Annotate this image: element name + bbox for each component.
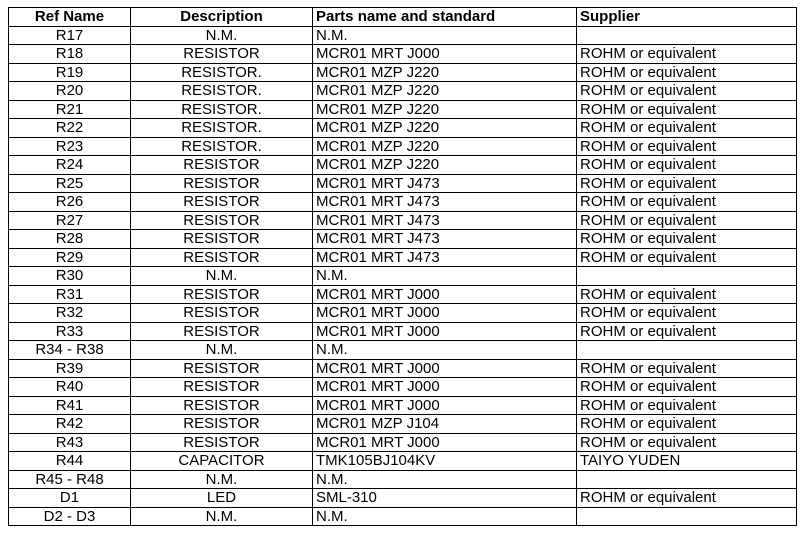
cell-description: RESISTOR	[131, 248, 313, 267]
cell-parts-name: N.M.	[313, 507, 577, 526]
table-row	[9, 137, 797, 156]
cell-ref-name: R17	[9, 26, 131, 45]
table-row	[9, 230, 797, 249]
table-row	[9, 415, 797, 434]
table-row	[9, 156, 797, 175]
cell-ref-name: R24	[9, 156, 131, 175]
cell-supplier: ROHM or equivalent	[577, 304, 797, 323]
cell-supplier: ROHM or equivalent	[577, 230, 797, 249]
cell-ref-name: R43	[9, 433, 131, 452]
cell-description: RESISTOR.	[131, 100, 313, 119]
cell-description: RESISTOR	[131, 322, 313, 341]
cell-parts-name: MCR01 MRT J000	[313, 396, 577, 415]
table-row	[9, 341, 797, 360]
header-supplier: Supplier	[577, 8, 797, 27]
cell-parts-name: N.M.	[313, 267, 577, 286]
cell-supplier	[577, 470, 797, 489]
cell-description: LED	[131, 489, 313, 508]
cell-supplier	[577, 267, 797, 286]
cell-supplier: ROHM or equivalent	[577, 137, 797, 156]
table-row	[9, 119, 797, 138]
cell-description: RESISTOR	[131, 156, 313, 175]
cell-ref-name: R25	[9, 174, 131, 193]
header-parts-name: Parts name and standard	[313, 8, 577, 27]
cell-parts-name: MCR01 MRT J473	[313, 211, 577, 230]
cell-parts-name: N.M.	[313, 341, 577, 360]
cell-supplier: ROHM or equivalent	[577, 156, 797, 175]
cell-supplier: ROHM or equivalent	[577, 433, 797, 452]
cell-ref-name: R27	[9, 211, 131, 230]
cell-supplier: ROHM or equivalent	[577, 119, 797, 138]
cell-description: RESISTOR	[131, 304, 313, 323]
cell-description: RESISTOR.	[131, 137, 313, 156]
cell-ref-name: R26	[9, 193, 131, 212]
cell-ref-name: R19	[9, 63, 131, 82]
cell-parts-name: MCR01 MRT J000	[313, 285, 577, 304]
cell-description: RESISTOR	[131, 45, 313, 64]
cell-ref-name: R39	[9, 359, 131, 378]
cell-ref-name: R28	[9, 230, 131, 249]
cell-parts-name: N.M.	[313, 470, 577, 489]
table-row	[9, 267, 797, 286]
cell-parts-name: N.M.	[313, 26, 577, 45]
cell-parts-name: TMK105BJ104KV	[313, 452, 577, 471]
parts-list-container	[8, 7, 797, 526]
cell-ref-name: R41	[9, 396, 131, 415]
cell-parts-name: MCR01 MRT J000	[313, 304, 577, 323]
table-row	[9, 82, 797, 101]
cell-supplier: ROHM or equivalent	[577, 396, 797, 415]
cell-parts-name: MCR01 MRT J473	[313, 248, 577, 267]
cell-supplier: ROHM or equivalent	[577, 415, 797, 434]
cell-description: RESISTOR.	[131, 63, 313, 82]
table-row	[9, 322, 797, 341]
cell-supplier: ROHM or equivalent	[577, 193, 797, 212]
table-row	[9, 26, 797, 45]
cell-description: RESISTOR	[131, 285, 313, 304]
header-ref-name: Ref Name	[9, 8, 131, 27]
cell-description: N.M.	[131, 507, 313, 526]
cell-description: RESISTOR	[131, 174, 313, 193]
table-row	[9, 174, 797, 193]
cell-supplier: ROHM or equivalent	[577, 248, 797, 267]
parts-list-table	[8, 7, 797, 526]
cell-ref-name: R42	[9, 415, 131, 434]
cell-description: CAPACITOR	[131, 452, 313, 471]
cell-supplier	[577, 507, 797, 526]
cell-parts-name: SML-310	[313, 489, 577, 508]
cell-supplier: ROHM or equivalent	[577, 82, 797, 101]
cell-description: N.M.	[131, 341, 313, 360]
cell-ref-name: R34 - R38	[9, 341, 131, 360]
table-row	[9, 100, 797, 119]
cell-supplier: ROHM or equivalent	[577, 174, 797, 193]
table-row	[9, 489, 797, 508]
cell-description: N.M.	[131, 26, 313, 45]
cell-parts-name: MCR01 MZP J220	[313, 100, 577, 119]
cell-parts-name: MCR01 MZP J220	[313, 137, 577, 156]
table-row	[9, 211, 797, 230]
table-row	[9, 452, 797, 471]
cell-ref-name: D1	[9, 489, 131, 508]
cell-supplier	[577, 341, 797, 360]
cell-ref-name: R20	[9, 82, 131, 101]
table-row	[9, 304, 797, 323]
cell-ref-name: R21	[9, 100, 131, 119]
cell-supplier: ROHM or equivalent	[577, 45, 797, 64]
cell-parts-name: MCR01 MZP J220	[313, 63, 577, 82]
cell-parts-name: MCR01 MZP J220	[313, 156, 577, 175]
cell-parts-name: MCR01 MRT J000	[313, 359, 577, 378]
cell-supplier: ROHM or equivalent	[577, 100, 797, 119]
cell-parts-name: MCR01 MRT J000	[313, 322, 577, 341]
cell-ref-name: R33	[9, 322, 131, 341]
cell-ref-name: R18	[9, 45, 131, 64]
cell-ref-name: R23	[9, 137, 131, 156]
cell-supplier: ROHM or equivalent	[577, 322, 797, 341]
cell-supplier: ROHM or equivalent	[577, 285, 797, 304]
table-row	[9, 359, 797, 378]
cell-description: RESISTOR	[131, 396, 313, 415]
cell-parts-name: MCR01 MRT J473	[313, 193, 577, 212]
cell-ref-name: R31	[9, 285, 131, 304]
cell-supplier: ROHM or equivalent	[577, 489, 797, 508]
table-header-row	[9, 8, 797, 27]
cell-ref-name: R44	[9, 452, 131, 471]
cell-supplier: ROHM or equivalent	[577, 63, 797, 82]
cell-description: RESISTOR	[131, 211, 313, 230]
table-row	[9, 507, 797, 526]
table-row	[9, 396, 797, 415]
cell-description: N.M.	[131, 267, 313, 286]
cell-ref-name: R45 - R48	[9, 470, 131, 489]
cell-description: RESISTOR	[131, 415, 313, 434]
cell-parts-name: MCR01 MZP J220	[313, 82, 577, 101]
cell-supplier: ROHM or equivalent	[577, 359, 797, 378]
cell-description: RESISTOR.	[131, 119, 313, 138]
cell-supplier	[577, 26, 797, 45]
table-row	[9, 45, 797, 64]
cell-parts-name: MCR01 MRT J473	[313, 230, 577, 249]
cell-ref-name: R22	[9, 119, 131, 138]
cell-description: N.M.	[131, 470, 313, 489]
cell-description: RESISTOR	[131, 433, 313, 452]
table-body	[9, 26, 797, 526]
cell-description: RESISTOR	[131, 193, 313, 212]
cell-supplier: ROHM or equivalent	[577, 378, 797, 397]
cell-description: RESISTOR	[131, 359, 313, 378]
table-row	[9, 248, 797, 267]
table-row	[9, 285, 797, 304]
cell-ref-name: R30	[9, 267, 131, 286]
cell-description: RESISTOR	[131, 378, 313, 397]
cell-parts-name: MCR01 MZP J220	[313, 119, 577, 138]
cell-supplier: ROHM or equivalent	[577, 211, 797, 230]
table-row	[9, 470, 797, 489]
table-row	[9, 378, 797, 397]
cell-parts-name: MCR01 MRT J000	[313, 378, 577, 397]
table-row	[9, 193, 797, 212]
cell-ref-name: R40	[9, 378, 131, 397]
cell-parts-name: MCR01 MRT J000	[313, 433, 577, 452]
cell-parts-name: MCR01 MRT J473	[313, 174, 577, 193]
cell-parts-name: MCR01 MZP J104	[313, 415, 577, 434]
header-description: Description	[131, 8, 313, 27]
cell-ref-name: R32	[9, 304, 131, 323]
cell-description: RESISTOR	[131, 230, 313, 249]
cell-supplier: TAIYO YUDEN	[577, 452, 797, 471]
cell-ref-name: R29	[9, 248, 131, 267]
table-row	[9, 63, 797, 82]
cell-ref-name: D2 - D3	[9, 507, 131, 526]
cell-description: RESISTOR.	[131, 82, 313, 101]
cell-parts-name: MCR01 MRT J000	[313, 45, 577, 64]
table-row	[9, 433, 797, 452]
